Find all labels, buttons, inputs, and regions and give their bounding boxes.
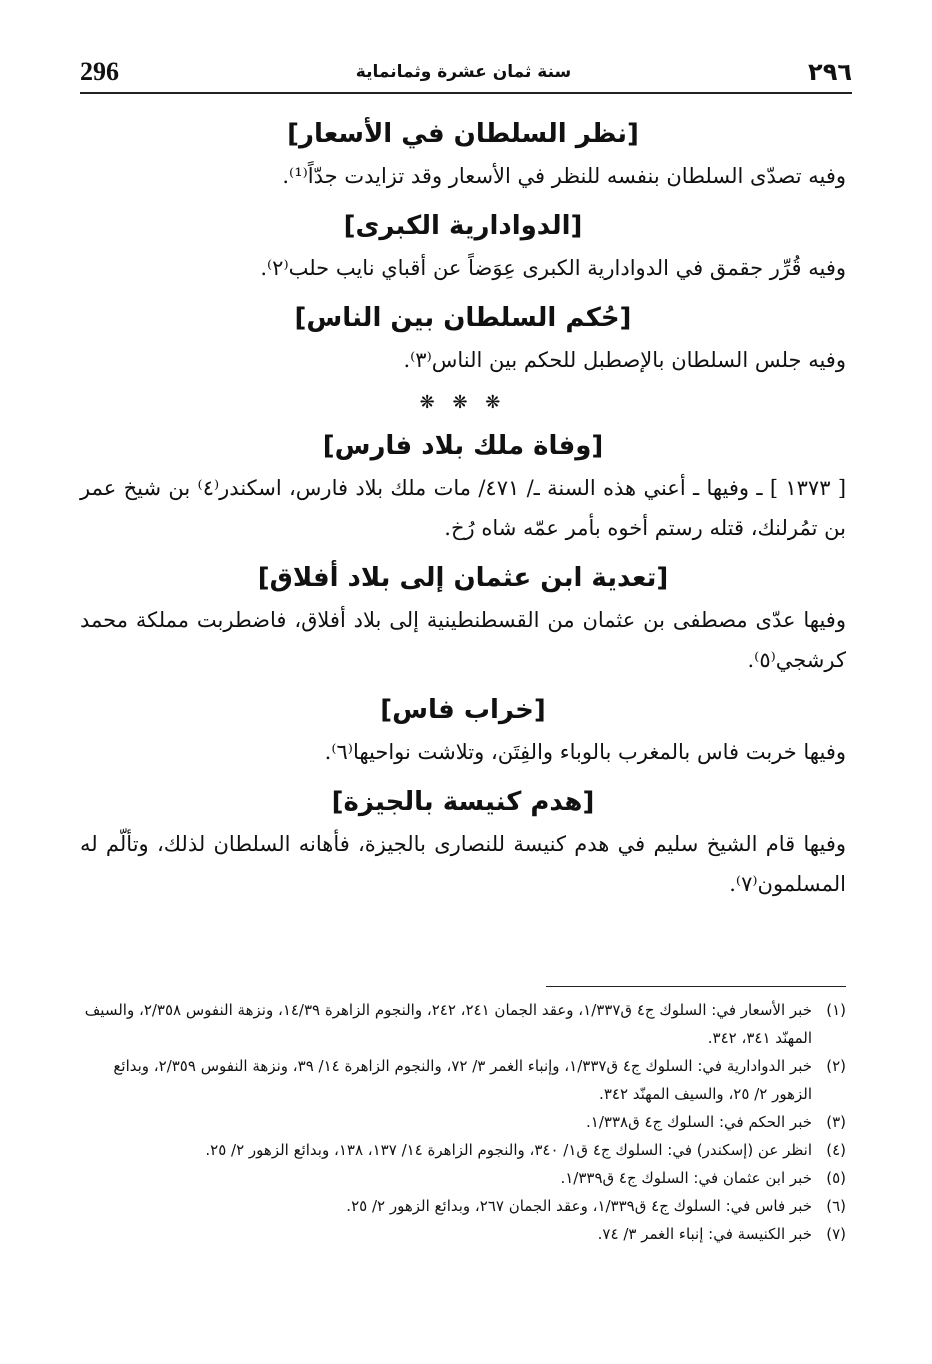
section-heading: [هدم كنيسة بالجيزة] <box>331 787 595 817</box>
footnote-item <box>80 1108 846 1136</box>
footnote-item <box>80 1136 846 1164</box>
section-paragraph: وفيها عدّى مصطفى بن عثمان من القسطنطينية إلى بلاد أفلاق، فاضطربت مملكة محمد كرشجي⁽٥⁾. <box>80 608 846 672</box>
section-heading: [حُكم السلطان بين الناس] <box>294 303 632 333</box>
footnote-item <box>80 996 846 1052</box>
footnote-number: (١) <box>826 1001 846 1019</box>
footnote-number: (٥) <box>826 1169 846 1187</box>
footnote-number: (٧) <box>826 1225 846 1243</box>
footnote-text: خبر الحكم في: السلوك ج٤ ق١/٣٣٨. <box>586 1113 812 1131</box>
footnote-text: خبر الأسعار في: السلوك ج٤ ق١/٣٣٧، وعقد الجمان ٢٤١، ٢٤٢، والنجوم الزاهرة ١٤/٣٩، ونزهة النفوس ٢/٣٥٨، والسيف المهنّد ٣٤١، ٣٤٢. <box>84 1001 812 1047</box>
page-number-latin: 296 <box>80 57 119 86</box>
footnote-item <box>80 1052 846 1108</box>
footnote-text: خبر الدوادارية في: السلوك ج٤ ق١/٣٣٧، وإنباء الغمر ٣/ ٧٢، والنجوم الزاهرة ١٤/ ٣٩، ونزهة النفوس ٢/٣٥٩، وبدائع الزهور ٢/ ٢٥، والسيف المهنّد ٣٤٢. <box>113 1057 812 1103</box>
section-paragraph: وفيه تصدّى السلطان بنفسه للنظر في الأسعار وقد تزايدت جدّاً⁽¹⁾. <box>282 164 846 188</box>
section-heading: [الدوادارية الكبرى] <box>343 211 583 241</box>
section-heading: [نظر السلطان في الأسعار] <box>287 119 639 149</box>
page-header <box>80 52 852 94</box>
section-paragraph: وفيه قُرِّر جقمق في الدوادارية الكبرى عِوَضاً عن أقباي نايب حلب⁽٢⁾. <box>260 256 846 280</box>
footnote-item <box>80 1192 846 1220</box>
main-text <box>80 112 846 912</box>
footnote-item <box>80 1164 846 1192</box>
footnote-text: خبر فاس في: السلوك ج٤ ق١/٣٣٩، وعقد الجمان ٢٦٧، وبدائع الزهور ٢/ ٢٥. <box>346 1197 812 1215</box>
footnote-divider <box>546 986 846 987</box>
section-heading: [وفاة ملك بلاد فارس] <box>322 431 604 461</box>
section-paragraph: [ ١٣٧٣ ] ـ وفيها ـ أعني هذه السنة ـ/ ٤٧١/ مات ملك بلاد فارس، اسكندر⁽٤⁾ بن شيخ عمر بن تمُرلنك، قتله رستم أخوه بأمر عمّه شاه رُخ. <box>80 476 847 540</box>
footnote-text: خبر ابن عثمان في: السلوك ج٤ ق١/٣٣٩. <box>560 1169 812 1187</box>
page-number-arabic: ٢٩٦ <box>808 58 852 86</box>
footnote-number: (٢) <box>826 1057 846 1075</box>
footnote-number: (٣) <box>826 1113 846 1131</box>
footnote-number: (٦) <box>826 1197 846 1215</box>
section-heading: [تعدية ابن عثمان إلى بلاد أفلاق] <box>257 563 669 593</box>
section-heading: [خراب فاس] <box>380 695 546 725</box>
footnote-text: خبر الكنيسة في: إنباء الغمر ٣/ ٧٤. <box>597 1225 812 1243</box>
section-separator: ❋ ❋ ❋ <box>419 392 507 413</box>
section-paragraph: وفيها خربت فاس بالمغرب بالوباء والفِتَن، وتلاشت نواحيها⁽٦⁾. <box>324 740 846 764</box>
section-paragraph: وفيها قام الشيخ سليم في هدم كنيسة للنصارى بالجيزة، فأهانه السلطان لذلك، وتألّم له المسلمون⁽٧⁾. <box>80 832 846 896</box>
footnotes <box>80 996 846 1248</box>
footnote-item <box>80 1220 846 1248</box>
section-paragraph: وفيه جلس السلطان بالإصطبل للحكم بين الناس⁽٣⁾. <box>403 348 846 372</box>
running-title: سنة ثمان عشرة وثمانماية <box>355 62 572 82</box>
footnote-text: انظر عن (إسكندر) في: السلوك ج٤ ق١/ ٣٤٠، والنجوم الزاهرة ١٤/ ١٣٧، ١٣٨، وبدائع الزهور ٢/ ٢٥. <box>205 1141 812 1159</box>
footnote-number: (٤) <box>826 1141 846 1159</box>
